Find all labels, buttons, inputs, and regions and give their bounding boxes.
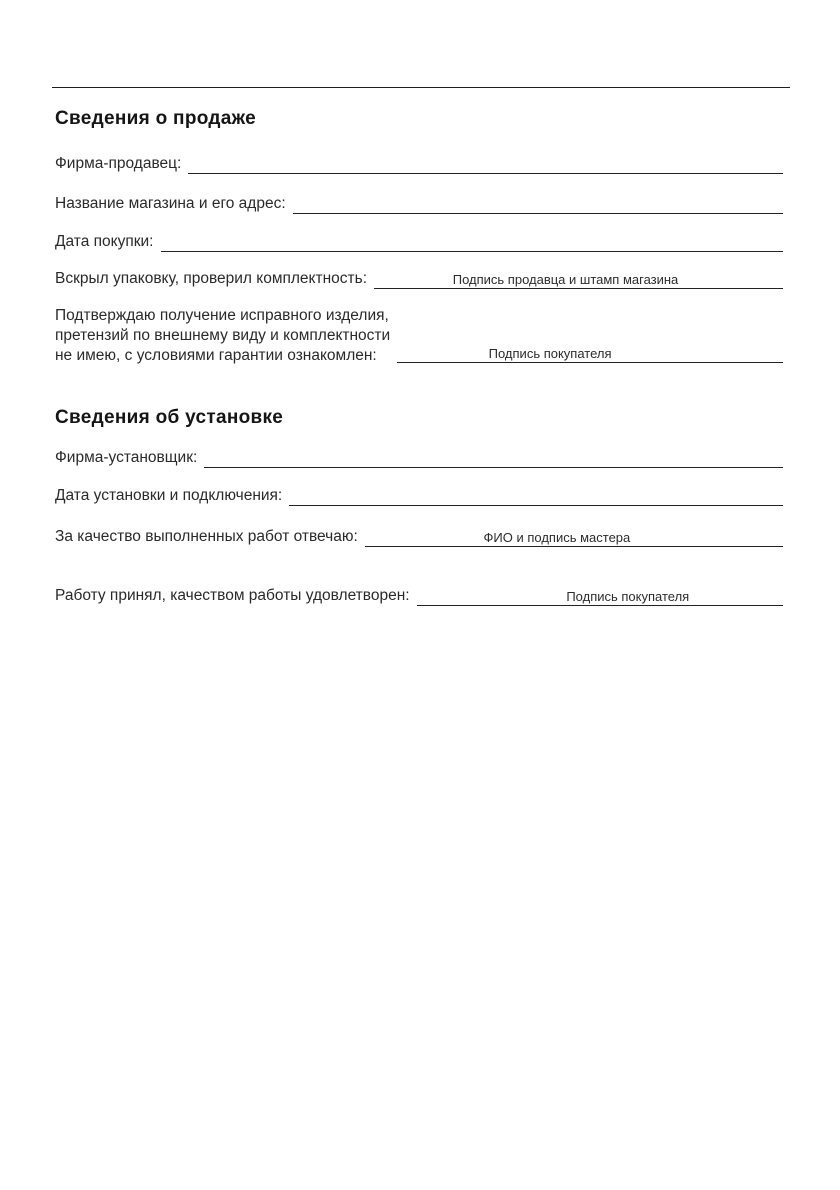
install-date-label: Дата установки и подключения: [55,487,283,504]
package-opened-label: Вскрыл упаковку, проверил комплектность: [55,270,368,287]
master-signature-caption: ФИО и подпись мастера [483,530,631,545]
seller-firm-label: Фирма-продавец: [55,155,182,172]
installer-firm-input-line[interactable] [204,447,783,468]
buyer-confirmation-line3: не имею, с условиями гарантии ознакомлен: [55,347,377,364]
buyer-confirmation-line1: Подтверждаю получение исправного изделия, [55,307,389,324]
work-accepted-field [55,585,783,606]
buyer-confirmation-field [55,306,783,366]
master-signature-line[interactable] [365,526,783,547]
seller-signature-line[interactable] [374,268,783,289]
buyer-confirmation-text [55,306,397,366]
shop-name-label: Название магазина и его адрес: [55,195,286,212]
shop-name-field [55,193,783,214]
shop-name-input-line[interactable] [293,193,783,214]
install-date-field [55,485,783,506]
install-section-title: Сведения об установке [55,407,284,428]
buyer-signature-line-install[interactable] [417,585,783,606]
work-quality-field [55,526,783,547]
buyer-confirmation-line2: претензий по внешнему виду и комплектности [55,327,391,344]
installer-firm-field [55,447,783,468]
sale-section-title: Сведения о продаже [55,108,257,129]
purchase-date-label: Дата покупки: [55,233,154,250]
package-opened-field [55,268,783,289]
install-date-input-line[interactable] [289,485,783,506]
work-accepted-label: Работу принял, качеством работы удовлетворен: [55,587,410,604]
buyer-signature-line-sale[interactable] [397,342,783,363]
buyer-signature-caption-install: Подпись покупателя [566,589,690,604]
purchase-date-input-line[interactable] [161,231,784,252]
top-divider [52,87,790,88]
buyer-signature-caption-sale: Подпись покупателя [488,346,612,361]
seller-signature-caption: Подпись продавца и штамп магазина [452,272,679,287]
seller-firm-input-line[interactable] [188,153,783,174]
purchase-date-field [55,231,783,252]
installer-firm-label: Фирма-установщик: [55,449,198,466]
work-quality-label: За качество выполненных работ отвечаю: [55,528,358,545]
seller-firm-field [55,153,783,174]
